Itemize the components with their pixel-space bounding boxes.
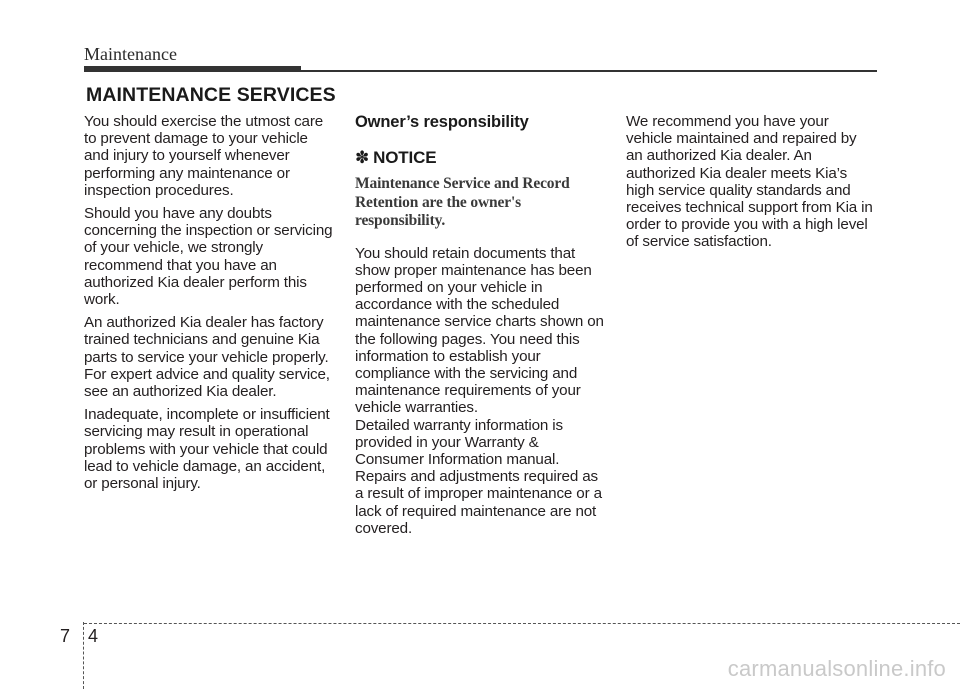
paragraph: You should retain documents that show proper maintenance has been performed on your vehicle in accordance with the scheduled maintenance service charts shown on the following pages. You need this information to establish your compliance with the servicing and maintenance requirements of your vehicle warranties. (355, 244, 604, 417)
notice-label: NOTICE (373, 148, 437, 167)
header-title: Maintenance (84, 44, 177, 64)
paragraph: An authorized Kia dealer has factory trained technicians and genuine Kia parts to service your vehicle properly. For expert advice and quality service, see an authorized Kia dealer. (84, 314, 330, 401)
footer-divider (84, 623, 960, 624)
notice-heading (355, 148, 605, 168)
column-1 (84, 113, 334, 498)
column-3 (626, 113, 876, 257)
notice-star-icon: ✽ (355, 148, 370, 167)
page-chapter-number: 7 (60, 626, 71, 646)
paragraph: We recommend you have your vehicle maintained and repaired by an authorized Kia dealer. An authorized Kia dealer meets Kia’s high service quality standards and receives technical support from Kia in order to provide you with a high level of service satisfaction. (626, 113, 873, 251)
column-2 (355, 113, 605, 537)
paragraph: Detailed warranty information is provided in your Warranty & Consumer Information manual. (355, 416, 563, 468)
footer-vertical-divider (83, 622, 84, 689)
owners-responsibility-heading: Owner’s responsibility (355, 113, 529, 131)
header-rule-thick (84, 66, 301, 72)
page-number: 4 (88, 626, 99, 646)
paragraph: Should you have any doubts concerning the inspection or servicing of your vehicle, we strongly recommend that you have an authorized Kia dealer perform this work. (84, 205, 333, 309)
header-rule-thin (301, 70, 877, 72)
watermark: carmanualsonline.info (727, 656, 946, 681)
paragraph: Inadequate, incomplete or insufficient servicing may result in operational problems with your vehicle that could lead to vehicle damage, an accident, or personal injury. (84, 406, 330, 493)
notice-text: Maintenance Service and Record Retention are the owner's responsibility. (355, 175, 570, 229)
section-title: MAINTENANCE SERVICES (86, 84, 336, 106)
paragraph: You should exercise the utmost care to prevent damage to your vehicle and injury to yourself whenever performing any maintenance or inspection procedures. (84, 113, 324, 199)
paragraph: Repairs and adjustments required as a result of improper maintenance or a lack of required maintenance are not covered. (355, 468, 602, 537)
